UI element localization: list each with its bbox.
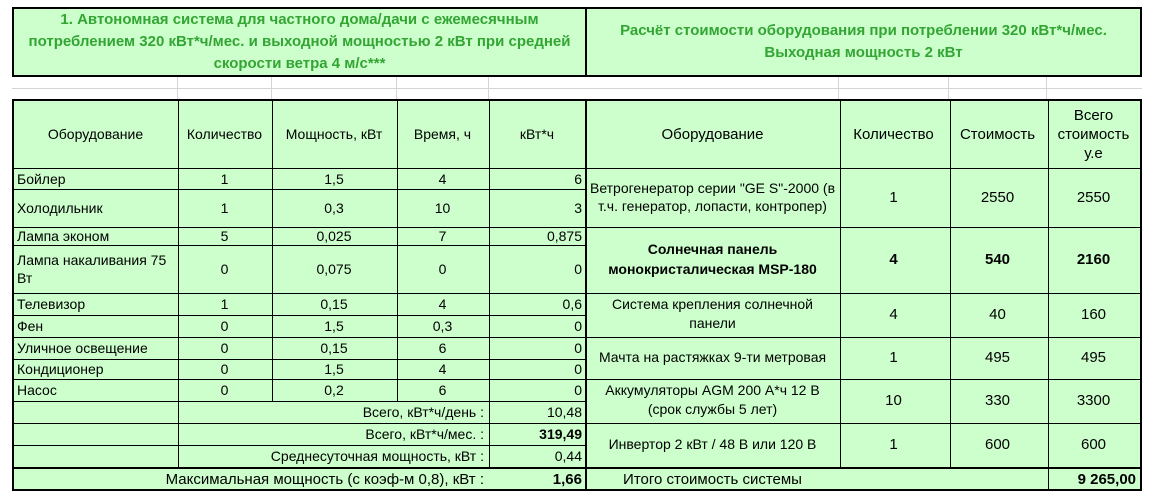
row-kwh: 3 (574, 200, 582, 216)
col-kwh: кВт*ч (519, 126, 555, 142)
row-qty: 1 (220, 200, 229, 216)
row-time: 6 (438, 382, 447, 398)
row-qty: 5 (220, 228, 229, 244)
row-kwh: 0 (574, 261, 582, 277)
col-quantity: Количество (186, 126, 263, 142)
row-name: Лампа эконом (17, 228, 110, 244)
system-total-label: Итого стоимость системы (623, 470, 802, 488)
cost-row-name: Инвертор 2 кВт / 48 В или 120 В (608, 436, 817, 452)
row-kwh: 0 (574, 361, 582, 377)
cost-row-price: 40 (989, 305, 1006, 323)
row-qty: 0 (220, 340, 229, 356)
row-power: 0,025 (316, 228, 352, 244)
cost-row-qty: 10 (885, 391, 902, 409)
row-power: 0,15 (320, 340, 348, 356)
row-name: Телевизор (17, 296, 86, 312)
row-power: 1,5 (324, 318, 344, 334)
right-section-title: Расчёт стоимости оборудования при потреблении 320 кВт*ч/мес. Выходная мощность 2 кВт (585, 7, 1142, 77)
row-power: 0,3 (324, 200, 344, 216)
row-time: 0,3 (432, 318, 453, 334)
row-name: Бойлер (17, 170, 66, 187)
row-kwh: 0 (574, 382, 582, 398)
row-time: 0 (438, 261, 447, 277)
max-power-label: Максимальная мощность (с коэф-м 0,8), кВт : (165, 470, 484, 488)
row-qty: 0 (220, 382, 229, 398)
cost-row-price: 495 (984, 348, 1011, 366)
row-qty: 0 (220, 318, 229, 334)
cost-row-total: 495 (1080, 348, 1107, 366)
row-name: Фен (17, 318, 44, 334)
cost-col-price: Стоимость (959, 125, 1036, 143)
total-day-value: 10,48 (546, 404, 582, 420)
row-power: 1,5 (324, 361, 344, 377)
row-name: Холодильник (17, 200, 103, 216)
cost-row-name: Аккумуляторы AGM 200 А*ч 12 В (срок службы 5 лет) (605, 382, 820, 417)
cost-row-qty: 4 (889, 305, 898, 323)
row-time: 4 (438, 361, 447, 377)
row-time: 4 (438, 296, 447, 312)
cost-row-price: 600 (984, 435, 1011, 453)
row-time: 10 (434, 200, 451, 216)
row-name: Кондиционер (17, 361, 104, 377)
cost-row-qty: 1 (889, 435, 898, 453)
row-kwh: 0,875 (546, 228, 582, 244)
row-time: 6 (438, 340, 447, 356)
row-power: 0,2 (324, 382, 344, 398)
row-power: 0,075 (316, 261, 352, 277)
cost-row-price: 540 (984, 250, 1011, 268)
row-name: Лампа накаливания 75 Вт (17, 252, 167, 286)
col-power: Мощность, кВт (285, 126, 383, 142)
cost-row-name: Ветрогенератор серии "GE S"-2000 (в т.ч. генератор, лопасти, контропер) (589, 180, 836, 214)
col-time: Время, ч (413, 126, 472, 142)
cost-row-name: Система крепления солнечной панели (611, 296, 814, 331)
cost-row-qty: 1 (889, 188, 898, 206)
row-qty: 1 (220, 296, 229, 312)
total-month-label: Всего, кВт*ч/мес. : (365, 426, 484, 442)
avg-power-value: 0,44 (554, 448, 582, 464)
row-kwh: 0 (574, 318, 582, 334)
total-month-value: 319,49 (539, 426, 582, 442)
cost-row-name: Солнечная панель монокристалическая MSP-180 (608, 241, 817, 277)
cost-col-equipment: Оборудование (661, 125, 764, 143)
row-name: Насос (17, 382, 57, 398)
cost-col-total: Всего стоимость у.е (1057, 106, 1130, 162)
row-power: 0,15 (320, 296, 348, 312)
row-qty: 0 (220, 361, 229, 377)
row-kwh: 0 (574, 340, 582, 356)
total-day-label: Всего, кВт*ч/день : (362, 404, 484, 420)
cost-row-qty: 1 (889, 348, 898, 366)
left-section-title: 1. Автономная система для частного дома/дачи с ежемесячным потреблением 320 кВт*ч/мес. и выходной мощностью 2 кВт при средней скорости ветра 4 м/с*** (12, 7, 587, 77)
row-time: 4 (438, 170, 447, 187)
cost-row-total: 2550 (1076, 188, 1111, 206)
cost-row-qty: 4 (889, 250, 898, 268)
row-name: Уличное освещение (17, 340, 148, 356)
max-power-value: 1,66 (552, 470, 582, 488)
avg-power-label: Среднесуточная мощность, кВт : (270, 448, 484, 464)
row-kwh: 6 (574, 170, 582, 187)
cost-row-total: 600 (1080, 435, 1107, 453)
row-power: 1,5 (324, 170, 344, 187)
col-equipment: Оборудование (47, 126, 144, 142)
cost-col-quantity: Количество (853, 125, 934, 143)
cost-row-price: 330 (984, 391, 1011, 409)
row-time: 7 (438, 228, 447, 244)
cost-row-total: 2160 (1076, 250, 1111, 268)
cost-row-name: Мачта на растяжках 9-ти метровая (598, 349, 827, 365)
row-qty: 1 (220, 170, 229, 187)
system-total-value: 9 265,00 (1077, 470, 1136, 488)
row-kwh: 0,6 (562, 296, 582, 312)
cost-row-price: 2550 (980, 188, 1015, 206)
cost-row-total: 160 (1080, 305, 1107, 323)
cost-row-total: 3300 (1076, 391, 1111, 409)
row-qty: 0 (220, 261, 229, 277)
